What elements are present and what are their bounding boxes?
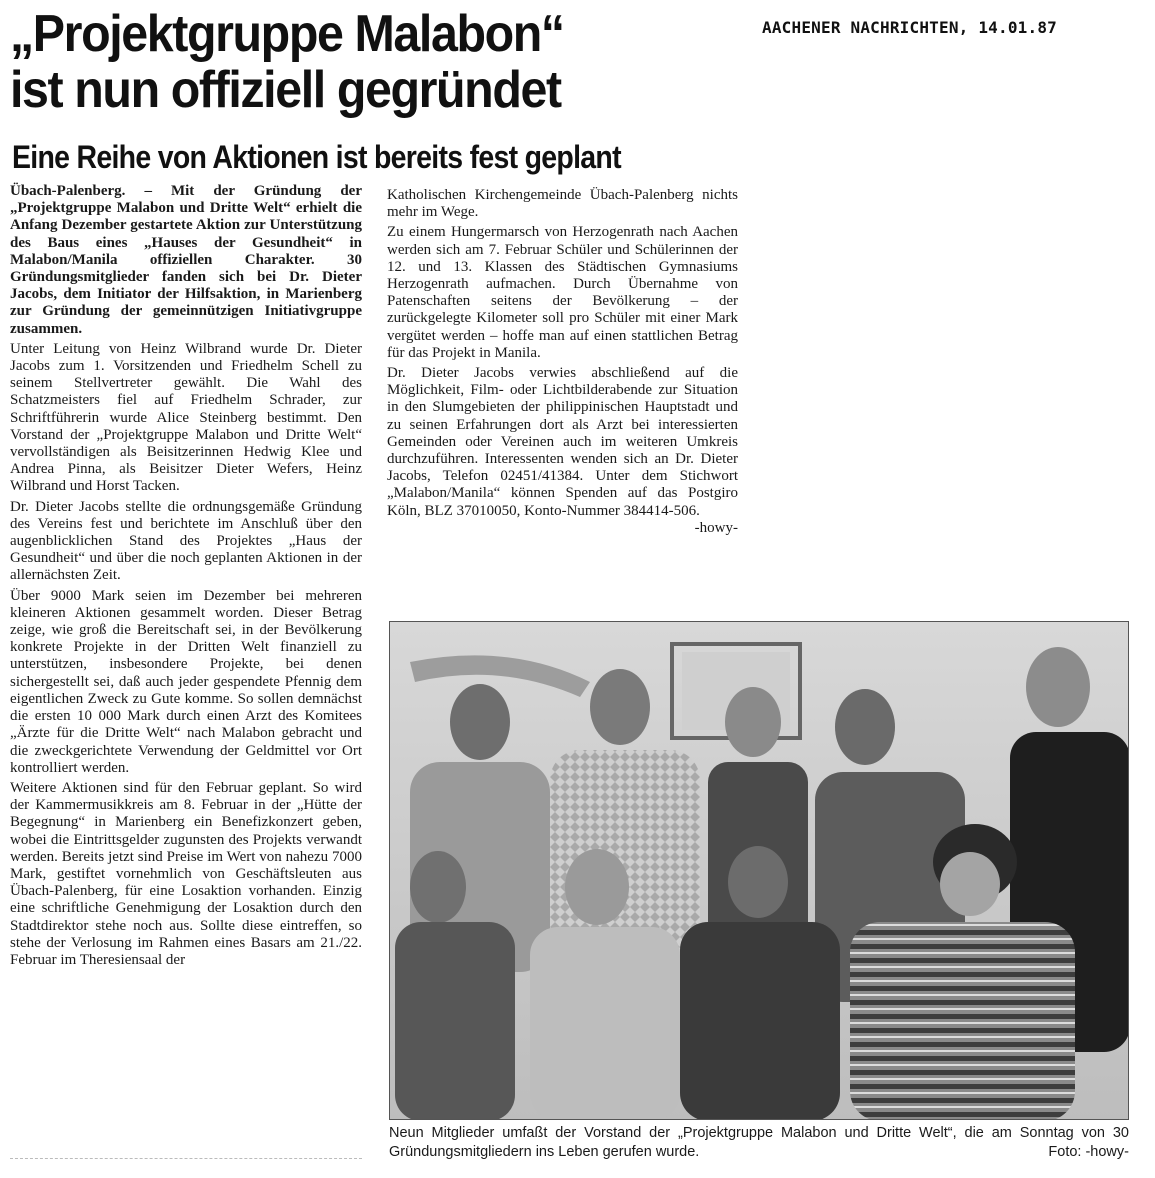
article-column-2 bbox=[387, 187, 738, 537]
body-paragraph-text: Dr. Dieter Jacobs verwies abschließend auf die Möglichkeit, Film- oder Lichtbilderabende zur Situation in den Slumgebieten der philippinischen Hauptstadt und zu seinen Erfahrungen dort als Arzt bei interessierten Gemeinden oder Vereinen auch im weiteren Umkreis durchzuführen. Interessenten wenden sich an Dr. Dieter Jacobs, Telefon 02451/41384. Unter dem Stichwort „Malabon/Manila“ können Spenden auf das Postgiro Köln, BLZ 37010050, Konto-Nummer 384414-506. bbox=[387, 365, 738, 519]
author-signature: -howy- bbox=[694, 519, 738, 536]
body-paragraph: Unter Leitung von Heinz Wilbrand wurde Dr. Dieter Jacobs zum 1. Vorsitzenden und Friedhelm Schell zu seinem Stellvertreter gewählt. Die Wahl des Schatzmeisters fiel auf Friedhelm Schrader, zur Schriftführerin wurde Alice Steinberg bestimmt. Den Vorstand der „Projektgruppe Malabon und Dritte Welt“ vervollständigen als Beisitzerinnen Hedwig Klee und Andrea Pinna, als Beisitzer Dieter Wefers, Heinz Wilbrand und Horst Tacken. bbox=[10, 340, 362, 495]
headline-line-2: ist nun offiziell gegründet bbox=[10, 61, 561, 119]
photo-caption bbox=[389, 1124, 1129, 1162]
body-paragraph: Katholischen Kirchengemeinde Übach-Palenberg nichts mehr im Wege. bbox=[387, 187, 738, 221]
group-photo bbox=[389, 621, 1129, 1120]
body-paragraph: Dr. Dieter Jacobs stellte die ordnungsgemäße Gründung des Vereins fest und berichtete im Anschluß über den augenblicklichen Stand des Projektes „Haus der Gesundheit“ und über die noch geplanten Aktionen in der allernächsten Zeit. bbox=[10, 498, 362, 584]
body-paragraph: Über 9000 Mark seien im Dezember bei mehreren kleineren Aktionen gesammelt worden. Dieser Betrag zeige, wie groß die Bereitschaft sei, in der Bevölkerung konkrete Projekte in der Dritten Welt finanziell zu unterstützen, insbesondere Projekte, bei denen sichergestellt sei, daß auch jeder gespendete Pfennig dem eigentlichen Zweck zu Gute komme. So sollen demnächst die ersten 10 000 Mark durch einen Arzt des Komitees „Ärzte für die Dritte Welt“ nach Malabon gebracht und die zweckgerichtete Verwendung der Geldmittel vor Ort kontrolliert werden. bbox=[10, 587, 362, 776]
source-line: AACHENER NACHRICHTEN, 14.01.87 bbox=[762, 18, 1057, 37]
clipping-edge bbox=[10, 1158, 362, 1160]
lead-paragraph: Übach-Palenberg. – Mit der Gründung der „Projektgruppe Malabon und Dritte Welt“ erhielt die Anfang Dezember gestartete Aktion zur Unterstützung des Baus eines „Hauses der Gesundheit“ in Malabon/Manila offiziellen Charakter. 30 Gründungsmitglieder fanden sich bei Dr. Dieter Jacobs, dem Initiator der Hilfsaktion, in Marienberg zur Gründung der gemeinnützigen Initiativgruppe zusammen. bbox=[10, 183, 362, 337]
photo-credit: Foto: -howy- bbox=[1048, 1144, 1129, 1160]
subheadline: Eine Reihe von Aktionen ist bereits fest geplant bbox=[12, 139, 621, 175]
headline bbox=[10, 6, 564, 118]
group-photo-illustration bbox=[390, 622, 1129, 1120]
body-paragraph bbox=[387, 365, 738, 536]
body-paragraph: Zu einem Hungermarsch von Herzogenrath nach Aachen werden sich am 7. Februar Schüler und Schülerinnen der 12. und 13. Klassen des Städtischen Gymnasiums Herzogenrath aufmachen. Durch Übernahme von Patenschaften seitens der Bevölkerung – der zurückgelegte Kilometer soll pro Schüler mit einer Mark vergütet werden – hoffe man auf einen stattlichen Betrag für das Projekt in Manila. bbox=[387, 224, 738, 361]
body-paragraph: Weitere Aktionen sind für den Februar geplant. So wird der Kammermusikkreis am 8. Februar in der „Hütte der Begegnung“ in Marienberg ein Benefizkonzert geben, wobei die Eintrittsgelder zugunsten des Projekts verwandt werden. Bereits jetzt sind Preise im Wert von nahezu 7000 Mark, gestiftet vornehmlich von Geschäftsleuten aus Übach-Palenberg, für eine Losaktion vorhanden. Einzig eine schriftliche Genehmigung der Losaktion durch den Stadtdirektor stehe noch aus. Sollte diese eintreffen, so stehe der Verlosung im Rahmen eines Basars am 21./22. Februar im Theresiensaal der bbox=[10, 779, 362, 968]
headline-line-1: „Projektgruppe Malabon“ bbox=[10, 5, 564, 63]
caption-text: Neun Mitglieder umfaßt der Vorstand der „Projektgruppe Malabon und Dritte Welt“, die am Sonntag von 30 Gründungsmitgliedern ins Leben gerufen wurde. bbox=[389, 1125, 1129, 1160]
article-column-1 bbox=[10, 183, 362, 972]
